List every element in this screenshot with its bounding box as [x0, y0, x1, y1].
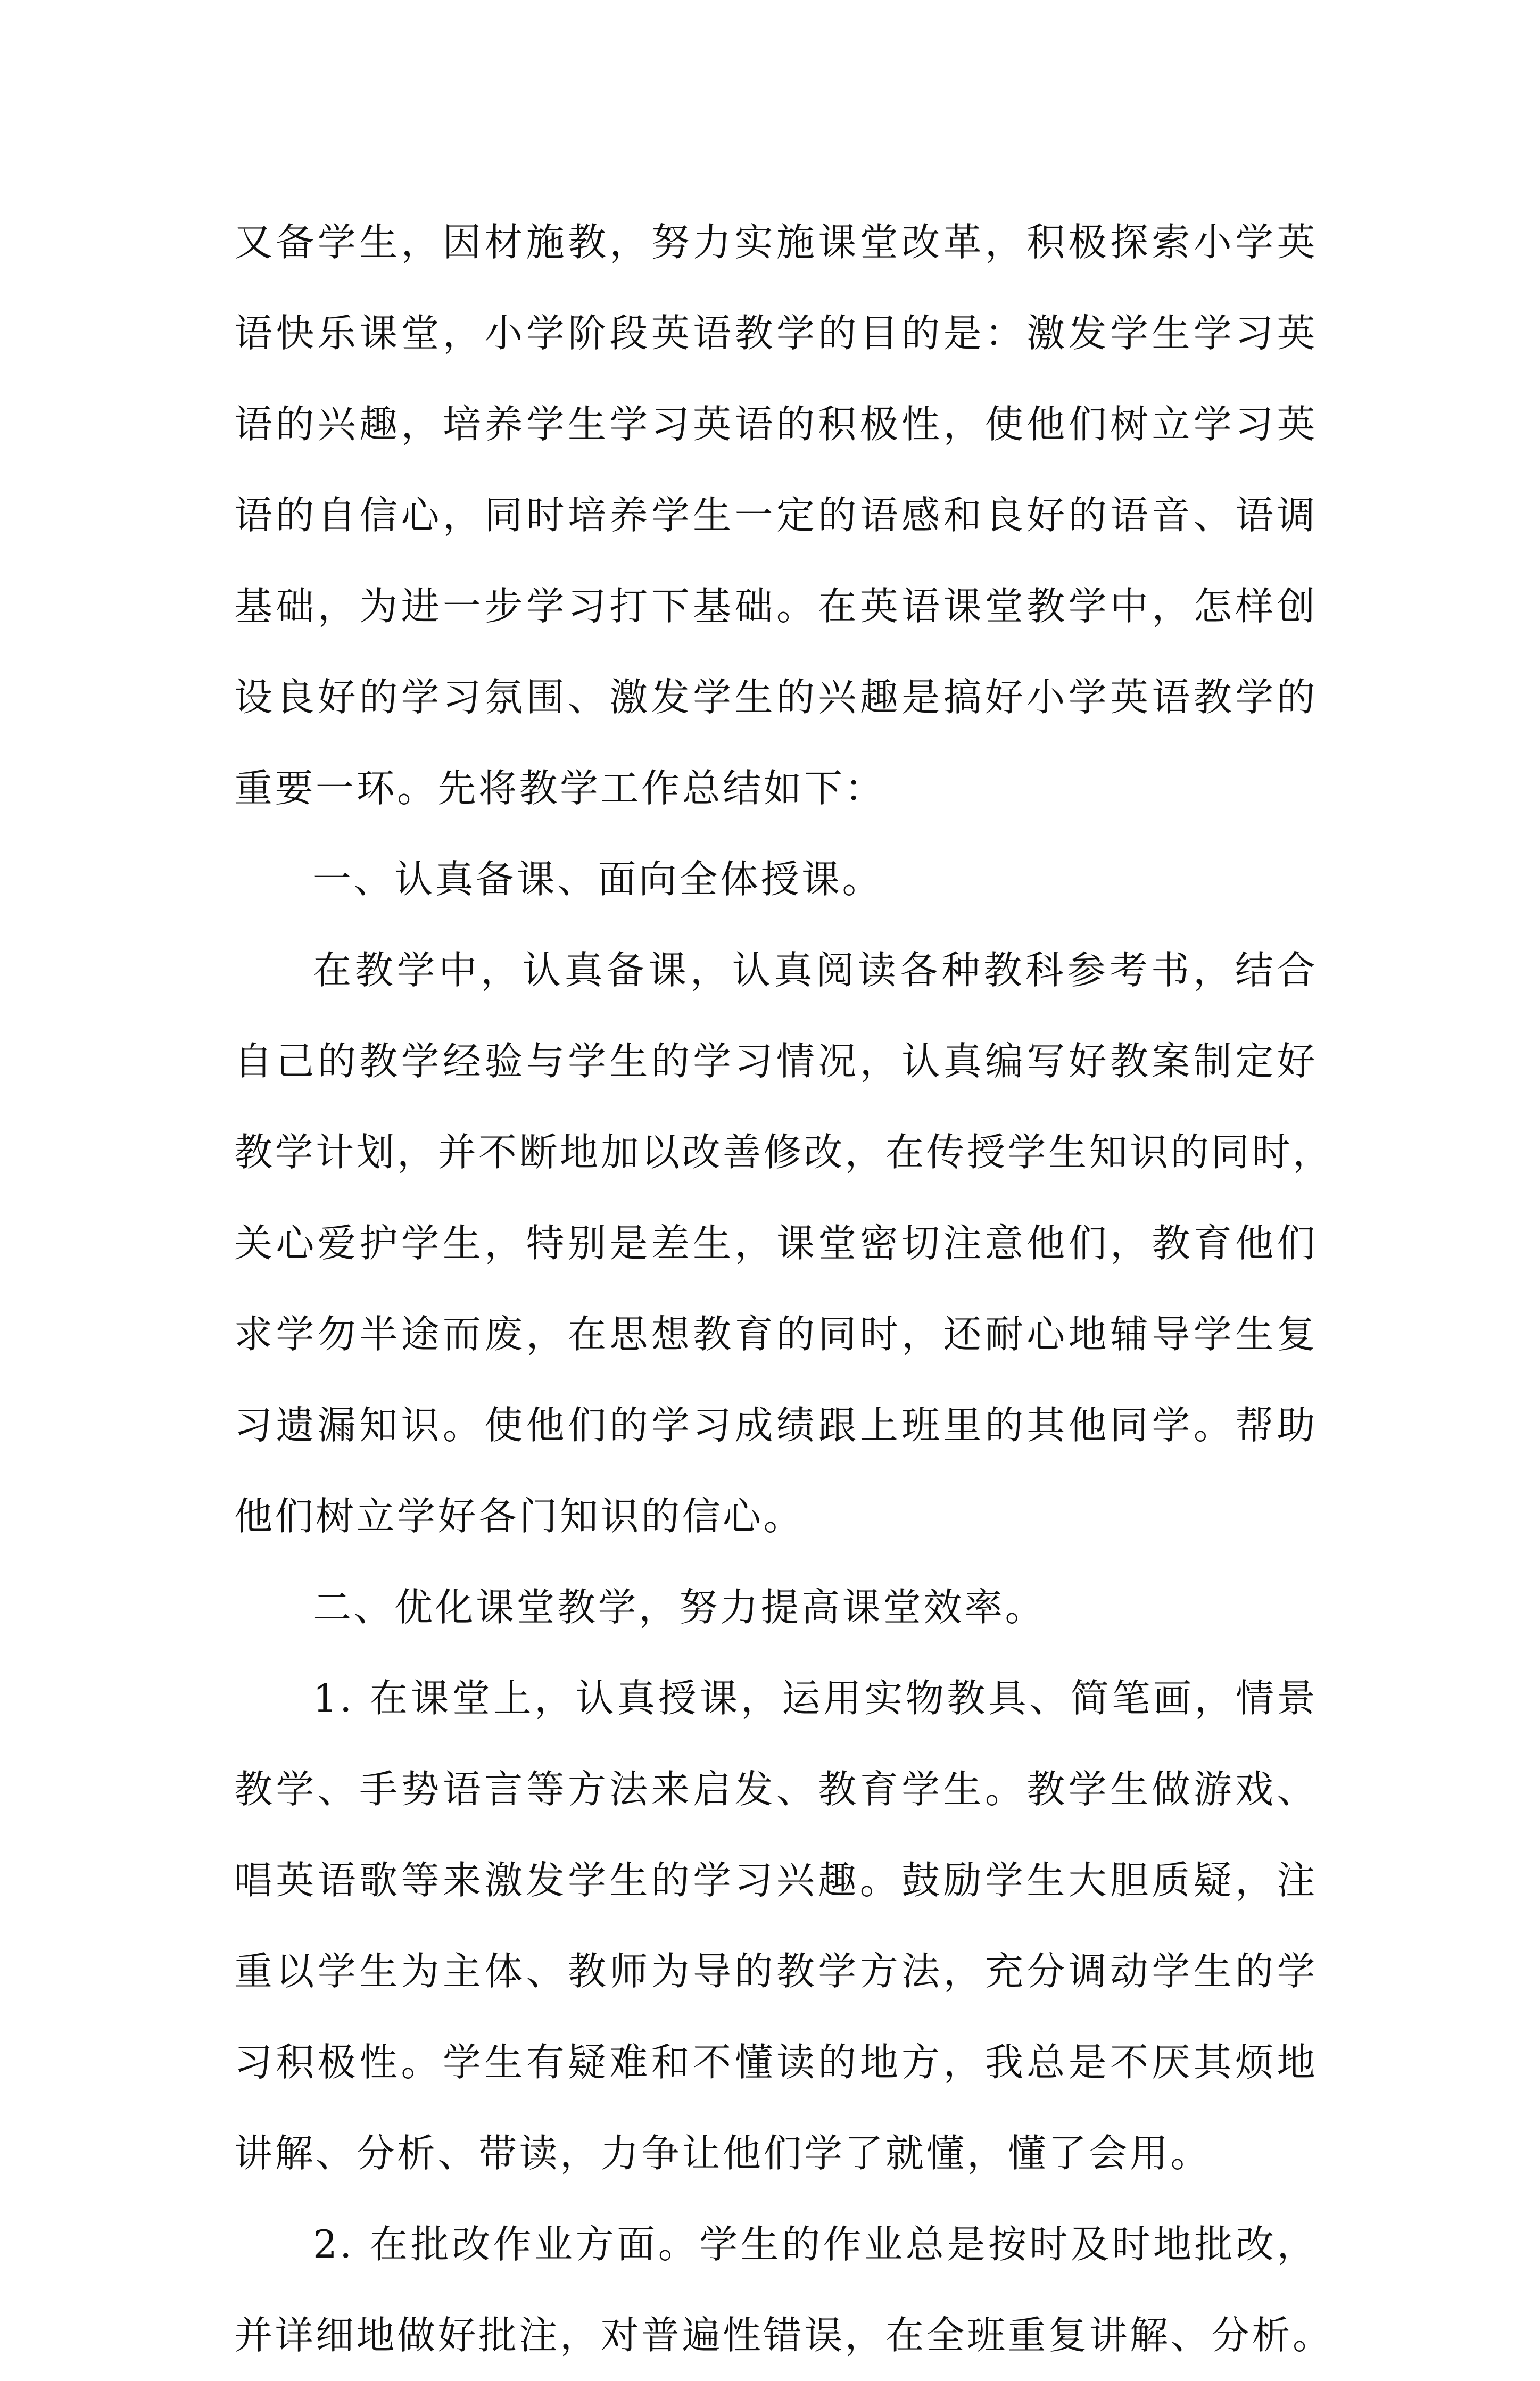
paragraph-line: 并详细地做好批注，对普遍性错误，在全班重复讲解、分析。: [234, 2313, 1334, 2358]
paragraph-line: 教学计划，并不断地加以改善修改，在传授学生知识的同时，: [234, 1130, 1334, 1175]
section-heading: 二、优化课堂教学，努力提高课堂效率。: [313, 1585, 1046, 1630]
body-text: [234, 197, 1334, 2381]
paragraph-line: 自己的教学经验与学生的学习情况，认真编写好教案制定好: [234, 1039, 1318, 1084]
paragraph-line: 讲解、分析、带读，力争让他们学了就懂，懂了会用。: [234, 2131, 1212, 2176]
paragraph-line: 他们树立学好各门知识的信心。: [234, 1494, 805, 1539]
paragraph-line: 语的自信心，同时培养学生一定的语感和良好的语音、语调: [234, 493, 1318, 538]
paragraph-line: 基础，为进一步学习打下基础。在英语课堂教学中，怎样创: [234, 584, 1318, 629]
paragraph-line: 重以学生为主体、教师为导的教学方法，充分调动学生的学: [234, 1949, 1318, 1994]
paragraph-line: 2. 在批改作业方面。学生的作业总是按时及时地批改，: [313, 2222, 1318, 2267]
paragraph-line: 语快乐课堂，小学阶段英语教学的目的是：激发学生学习英: [234, 311, 1318, 356]
paragraph-line: 1. 在课堂上，认真授课，运用实物教具、简笔画，情景: [313, 1676, 1318, 1721]
paragraph-line: 又备学生，因材施教，努力实施课堂改革，积极探索小学英: [234, 220, 1318, 264]
paragraph-line: 设良好的学习氛围、激发学生的兴趣是搞好小学英语教学的: [234, 675, 1318, 720]
paragraph-line: 教学、手势语言等方法来启发、教育学生。教学生做游戏、: [234, 1767, 1318, 1812]
paragraph-line: 关心爱护学生，特别是差生，课堂密切注意他们，教育他们: [234, 1221, 1318, 1266]
paragraph-line: 语的兴趣，培养学生学习英语的积极性，使他们树立学习英: [234, 402, 1318, 447]
section-heading: 一、认真备课、面向全体授课。: [313, 857, 883, 902]
paragraph-line: 唱英语歌等来激发学生的学习兴趣。鼓励学生大胆质疑，注: [234, 1858, 1318, 1903]
paragraph-line: 在教学中，认真备课，认真阅读各种教科参考书，结合: [313, 948, 1318, 993]
paragraph-line: 求学勿半途而废，在思想教育的同时，还耐心地辅导学生复: [234, 1312, 1318, 1357]
paragraph-line: 习遗漏知识。使他们的学习成绩跟上班里的其他同学。帮助: [234, 1403, 1318, 1448]
paragraph-line: 重要一环。先将教学工作总结如下：: [234, 766, 886, 811]
paragraph-line: 习积极性。学生有疑难和不懂读的地方，我总是不厌其烦地: [234, 2040, 1318, 2085]
